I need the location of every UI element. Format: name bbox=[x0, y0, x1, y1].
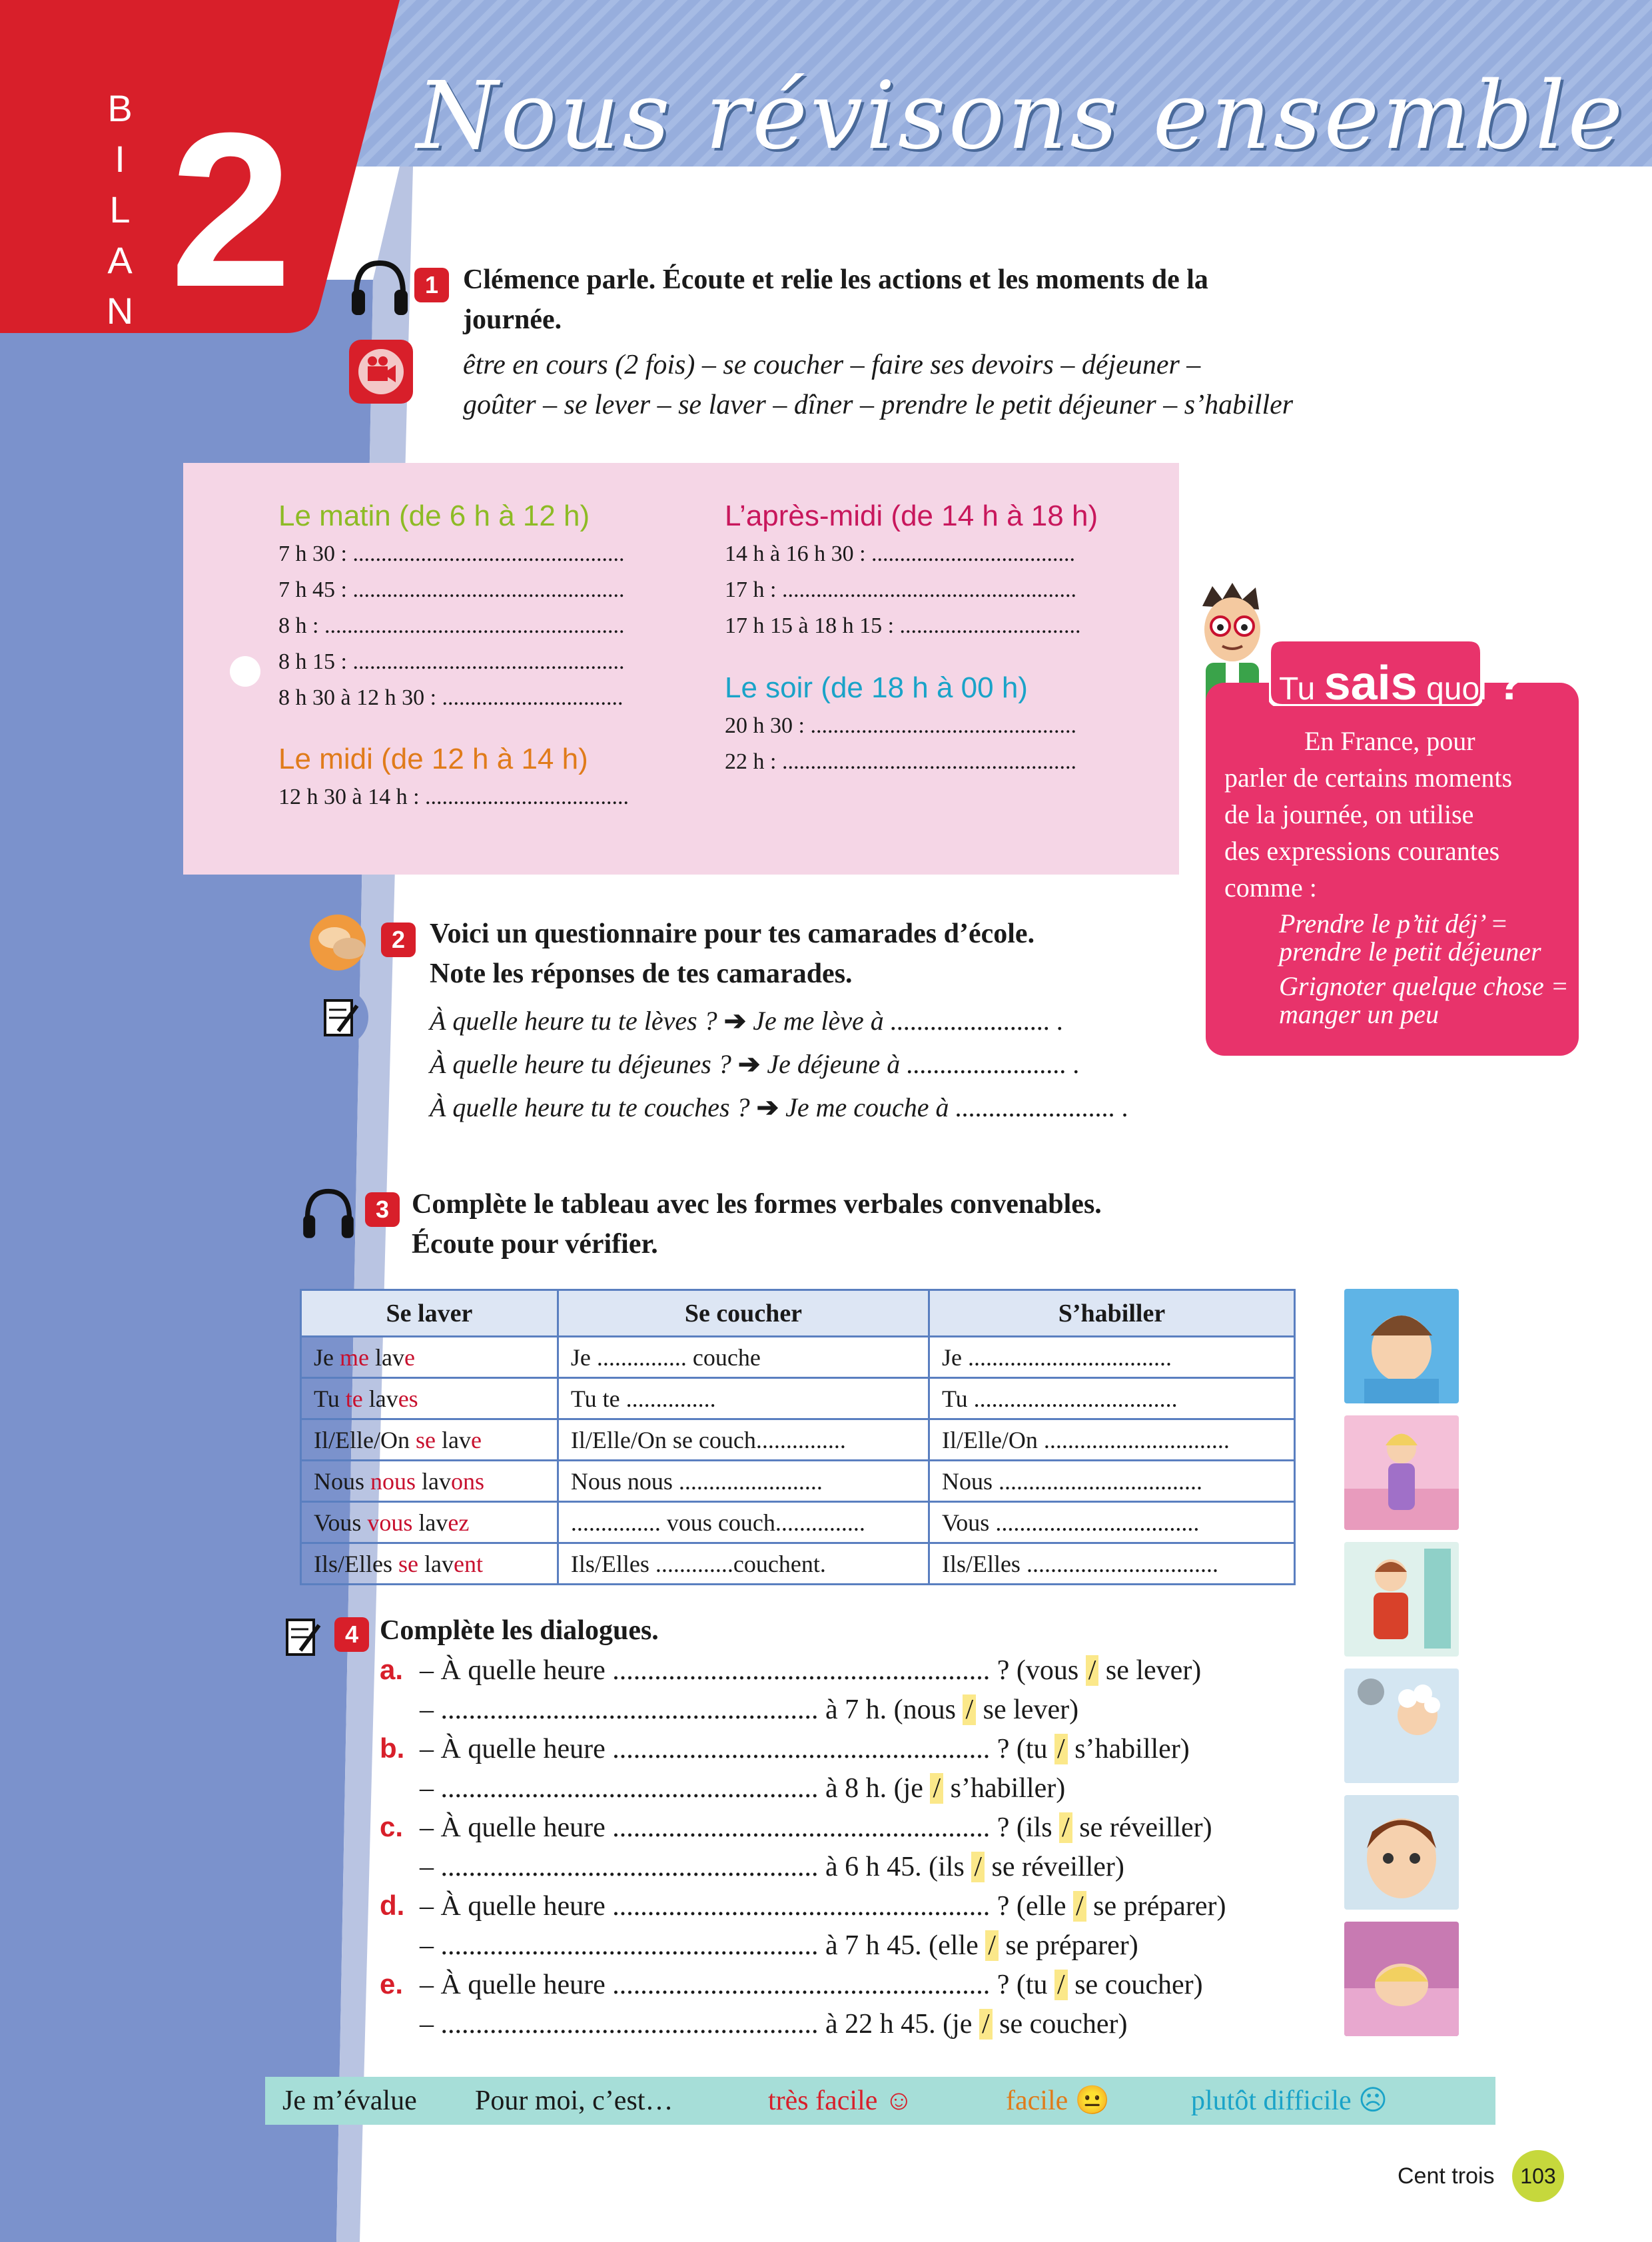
tsq-example-line: prendre le petit déjeuner bbox=[1279, 936, 1541, 966]
dialogue-line bbox=[380, 1729, 1226, 1769]
dialogue-line bbox=[380, 1651, 1226, 1690]
schedule-line: 17 h 15 à 18 h 15 : ................................ bbox=[725, 613, 1081, 638]
answer: Je déjeune à ........................ . bbox=[767, 1049, 1080, 1079]
table-cell[interactable]: Vous .................................. bbox=[929, 1502, 1294, 1543]
dialogue-answer[interactable]: – ...................................................... à 22 h 45. (je bbox=[420, 2008, 973, 2040]
table-cell[interactable]: Tu te ............... bbox=[558, 1378, 929, 1419]
schedule-line: 7 h 45 : ................................................ bbox=[278, 577, 625, 602]
pronoun: Nous bbox=[314, 1467, 371, 1495]
tsq-body bbox=[1224, 723, 1569, 1028]
verb-stem: lav bbox=[362, 1385, 398, 1412]
dialogue-question[interactable]: – À quelle heure ...................................................... ? (ils bbox=[420, 1812, 1052, 1843]
tsq-example-line: Prendre le p’tit déj’ = bbox=[1279, 909, 1508, 938]
bilan-letter: B bbox=[107, 87, 133, 129]
table-row bbox=[301, 1461, 1295, 1502]
table-cell[interactable]: Nous nous ........................ bbox=[558, 1461, 929, 1502]
writing-icon bbox=[270, 1605, 333, 1669]
table-cell bbox=[301, 1337, 558, 1378]
hint: se préparer) bbox=[1093, 1891, 1226, 1922]
dialogue-answer[interactable]: – ...................................................... à 6 h 45. (ils bbox=[420, 1851, 965, 1882]
writing-icon bbox=[308, 986, 371, 1049]
tsq-body-line: des expressions courantes bbox=[1224, 836, 1500, 866]
questionnaire bbox=[430, 999, 1129, 1129]
reflexive-pronoun: te bbox=[345, 1385, 363, 1412]
item-letter: e. bbox=[380, 1968, 404, 2000]
table-cell[interactable]: Il/Elle/On se couch............... bbox=[558, 1419, 929, 1461]
verb-stem: lav bbox=[416, 1467, 452, 1495]
hint: se réveiller) bbox=[1079, 1812, 1212, 1843]
pronoun: Vous bbox=[314, 1509, 368, 1536]
answer: Je me couche à ........................ . bbox=[785, 1092, 1129, 1122]
slash-marker: / bbox=[1086, 1655, 1099, 1686]
tsq-example-line: Grignoter quelque chose = bbox=[1279, 971, 1569, 1001]
tsq-example bbox=[1224, 910, 1569, 966]
verb-stem: lav bbox=[412, 1509, 448, 1536]
dialogue-answer[interactable]: – ...................................................... à 7 h 45. (elle bbox=[420, 1930, 979, 1961]
word-list-line: être en cours (2 fois) – se coucher – faire ses devoirs – déjeuner – bbox=[463, 350, 1201, 380]
slash-marker: / bbox=[930, 1773, 943, 1804]
tsq-body-line: parler de certains moments bbox=[1224, 763, 1513, 793]
verb-ending: e bbox=[404, 1343, 415, 1371]
dialogue-line bbox=[380, 1926, 1226, 1966]
arrow-icon: ➔ bbox=[737, 1049, 761, 1079]
table-cell bbox=[301, 1419, 558, 1461]
self-evaluation-bar bbox=[265, 2077, 1495, 2125]
reflexive-pronoun: se bbox=[415, 1426, 436, 1453]
schedule-line: 12 h 30 à 14 h : .................................... bbox=[278, 785, 629, 809]
table-header-cell: Se coucher bbox=[558, 1290, 929, 1337]
schedule-line: 14 h à 16 h 30 : .................................... bbox=[725, 542, 1076, 566]
dialogue-line bbox=[380, 1965, 1226, 2005]
exercise-number-badge: 2 bbox=[381, 923, 416, 957]
slash-marker: / bbox=[971, 1852, 985, 1882]
dialogue-answer[interactable]: – ...................................................... à 8 h. (je bbox=[420, 1772, 923, 1804]
hint: se coucher) bbox=[999, 2008, 1128, 2040]
hint: se préparer) bbox=[1005, 1930, 1138, 1961]
table-cell[interactable]: ............... vous couch............... bbox=[558, 1502, 929, 1543]
slash-marker: / bbox=[1054, 1970, 1068, 2000]
dialogue-question[interactable]: – À quelle heure ...................................................... ? (elle bbox=[420, 1891, 1066, 1922]
dialogue-question[interactable]: – À quelle heure ...................................................... ? (tu bbox=[420, 1970, 1048, 2000]
reflexive-pronoun: se bbox=[398, 1550, 418, 1577]
schedule-line: 8 h : ..................................................... bbox=[278, 613, 625, 638]
pronoun: Tu bbox=[314, 1385, 346, 1412]
bilan-letter: I bbox=[115, 138, 125, 180]
exercise-4-instruction: Complète les dialogues. bbox=[380, 1615, 659, 1646]
dialogue-line bbox=[380, 1808, 1226, 1848]
exercise-3-instruction bbox=[412, 1184, 1102, 1264]
page-number-badge: 103 bbox=[1512, 2150, 1564, 2202]
dialogue-line bbox=[380, 1690, 1226, 1730]
schedule-line: 7 h 30 : ................................................ bbox=[278, 542, 625, 566]
table-row bbox=[301, 1378, 1295, 1419]
schedule-line: 17 h : .................................................... bbox=[725, 577, 1076, 602]
verb-ending: es bbox=[398, 1385, 418, 1412]
table-cell[interactable]: Il/Elle/On ............................... bbox=[929, 1419, 1294, 1461]
question: À quelle heure tu te lèves ? bbox=[430, 1006, 717, 1036]
evaluation-prompt: Pour moi, c’est… bbox=[475, 2085, 673, 2116]
schedule-line: 8 h 30 à 12 h 30 : ................................ bbox=[278, 685, 623, 710]
dialogue-line bbox=[380, 1848, 1226, 1887]
page-title: Nous révisons ensemble bbox=[416, 62, 1626, 171]
headphones-icon bbox=[298, 1182, 358, 1242]
page-number-text: Cent trois bbox=[1398, 2163, 1495, 2189]
slash-marker: / bbox=[985, 1930, 999, 1961]
tsq-example-line: manger un peu bbox=[1279, 999, 1439, 1029]
dialogue-line bbox=[380, 2005, 1226, 2044]
tu-sais-quoi-title bbox=[1279, 656, 1525, 711]
verb-ending: e bbox=[470, 1426, 482, 1453]
table-row bbox=[301, 1502, 1295, 1543]
bilan-letter: A bbox=[107, 239, 133, 281]
slash-marker: / bbox=[1059, 1812, 1072, 1843]
getting-dressed-illustration bbox=[1344, 1542, 1459, 1657]
dialogue-question[interactable]: – À quelle heure ...................................................... ? (tu bbox=[420, 1734, 1048, 1764]
table-cell[interactable]: Ils/Elles ................................ bbox=[929, 1543, 1294, 1585]
slash-marker: / bbox=[963, 1694, 976, 1725]
rating-difficult[interactable]: plutôt difficile ☹ bbox=[1191, 2085, 1388, 2116]
hint: se réveiller) bbox=[991, 1851, 1124, 1882]
bilan-number: 2 bbox=[170, 87, 292, 332]
instruction-line: Clémence parle. Écoute et relie les actions et les moments de la bbox=[463, 264, 1208, 295]
pronoun: Je bbox=[314, 1343, 340, 1371]
verb-stem: lav bbox=[368, 1343, 404, 1371]
table-row bbox=[301, 1543, 1295, 1585]
conjugation-table bbox=[300, 1289, 1296, 1585]
bullet-dot bbox=[230, 656, 260, 687]
table-row bbox=[301, 1337, 1295, 1378]
table-header-cell: S’habiller bbox=[929, 1290, 1294, 1337]
question-row bbox=[430, 1086, 1129, 1129]
question-row bbox=[430, 1042, 1129, 1086]
soir-title: Le soir (de 18 h à 00 h) bbox=[725, 671, 1028, 704]
hint: se coucher) bbox=[1074, 1970, 1203, 2000]
pronoun: Il/Elle/On bbox=[314, 1426, 416, 1453]
dialogue-answer[interactable]: – ...................................................... à 7 h. (nous bbox=[420, 1694, 956, 1725]
hint: se lever) bbox=[983, 1694, 1079, 1725]
answer: Je me lève à ........................ . bbox=[753, 1006, 1064, 1036]
table-cell[interactable]: Je .................................. bbox=[929, 1337, 1294, 1378]
video-icon bbox=[348, 338, 414, 405]
exercise-number-badge: 3 bbox=[365, 1192, 400, 1227]
boy-thinking-illustration bbox=[1344, 1795, 1459, 1910]
matin-section bbox=[278, 496, 624, 716]
schedule-line: 22 h : .................................................... bbox=[725, 749, 1076, 774]
hint: se lever) bbox=[1105, 1655, 1202, 1686]
table-cell bbox=[301, 1461, 558, 1502]
tsq-body-line: En France, pour bbox=[1304, 726, 1475, 756]
question-row bbox=[430, 999, 1129, 1042]
exercise-2-instruction bbox=[430, 914, 1034, 994]
tsq-question-mark: ? bbox=[1495, 657, 1525, 710]
table-cell[interactable]: Ils/Elles .............couchent. bbox=[558, 1543, 929, 1585]
verb-ending: ez bbox=[448, 1509, 470, 1536]
tsq-example bbox=[1224, 972, 1569, 1028]
table-cell bbox=[301, 1378, 558, 1419]
midi-section bbox=[278, 739, 629, 815]
dialogue-question[interactable]: – À quelle heure ...................................................... ? (vous bbox=[420, 1655, 1079, 1686]
verb-ending: ent bbox=[453, 1550, 483, 1577]
reflexive-pronoun: vous bbox=[367, 1509, 413, 1536]
table-cell bbox=[301, 1543, 558, 1585]
midi-title: Le midi (de 12 h à 14 h) bbox=[278, 743, 588, 775]
matin-title: Le matin (de 6 h à 12 h) bbox=[278, 500, 590, 532]
discussion-icon bbox=[308, 913, 381, 972]
bilan-letter: N bbox=[106, 290, 134, 332]
dialogues bbox=[380, 1651, 1226, 2044]
verb-ending: ons bbox=[451, 1467, 485, 1495]
verb-stem: lav bbox=[435, 1426, 471, 1453]
hint: s’habiller) bbox=[1074, 1734, 1190, 1764]
table-cell[interactable]: Nous .................................. bbox=[929, 1461, 1294, 1502]
bilan-vertical-label bbox=[97, 83, 143, 336]
slash-marker: / bbox=[1054, 1734, 1068, 1764]
reflexive-pronoun: me bbox=[340, 1343, 369, 1371]
item-letter: d. bbox=[380, 1890, 405, 1921]
dialogue-line bbox=[380, 1886, 1226, 1926]
tsq-word: quoi bbox=[1426, 671, 1487, 707]
apresmidi-title: L’après-midi (de 14 h à 18 h) bbox=[725, 500, 1098, 532]
sleeping-illustration bbox=[1344, 1922, 1459, 2036]
instruction-line: Écoute pour vérifier. bbox=[412, 1229, 658, 1260]
dressing-illustration bbox=[1344, 1415, 1459, 1530]
table-header-cell: Se laver bbox=[301, 1290, 558, 1337]
question: À quelle heure tu te couches ? bbox=[430, 1092, 750, 1122]
instruction-line: Complète le tableau avec les formes verbales convenables. bbox=[412, 1189, 1102, 1220]
shower-illustration bbox=[1344, 1669, 1459, 1783]
word-list-line: goûter – se lever – se laver – dîner – prendre le petit déjeuner – s’habiller bbox=[463, 390, 1294, 420]
schedule-line: 20 h 30 : ............................................... bbox=[725, 713, 1076, 738]
tsq-body-line: de la journée, on utilise bbox=[1224, 799, 1474, 829]
bilan-letter: L bbox=[109, 188, 131, 230]
item-letter: a. bbox=[380, 1654, 404, 1685]
instruction-line: Voici un questionnaire pour tes camarades d’école. bbox=[430, 919, 1035, 949]
waking-up-illustration bbox=[1344, 1289, 1459, 1403]
hint: s’habiller) bbox=[950, 1772, 1066, 1804]
tsq-word-big: sais bbox=[1324, 657, 1418, 710]
soir-section bbox=[725, 668, 1076, 780]
instruction-line: Note les réponses de tes camarades. bbox=[430, 958, 853, 989]
reflexive-pronoun: nous bbox=[370, 1467, 416, 1495]
evaluation-label: Je m’évalue bbox=[282, 2085, 417, 2116]
schedule-line: 8 h 15 : ................................................ bbox=[278, 649, 625, 674]
arrow-icon: ➔ bbox=[723, 1006, 747, 1036]
tsq-body-line: comme : bbox=[1224, 873, 1317, 903]
item-letter: b. bbox=[380, 1732, 405, 1764]
instruction-line: journée. bbox=[463, 304, 562, 335]
item-letter: c. bbox=[380, 1811, 404, 1842]
dialogue-line bbox=[380, 1769, 1226, 1808]
table-header-row bbox=[301, 1290, 1295, 1337]
exercise-number-badge: 1 bbox=[414, 268, 449, 302]
question: À quelle heure tu déjeunes ? bbox=[430, 1049, 731, 1079]
rating-very-easy[interactable]: très facile ☺ bbox=[768, 2085, 913, 2116]
exercise-1-instruction bbox=[463, 260, 1208, 340]
headphones-icon bbox=[346, 253, 413, 320]
apresmidi-section bbox=[725, 496, 1098, 644]
rating-easy[interactable]: facile 😐 bbox=[1006, 2085, 1110, 2116]
table-cell bbox=[301, 1502, 558, 1543]
table-cell[interactable]: Tu .................................. bbox=[929, 1378, 1294, 1419]
table-cell[interactable]: Je ............... couche bbox=[558, 1337, 929, 1378]
slash-marker: / bbox=[1073, 1891, 1086, 1922]
table-row bbox=[301, 1419, 1295, 1461]
tsq-word: Tu bbox=[1279, 671, 1316, 707]
pronoun: Ils/Elles bbox=[314, 1550, 398, 1577]
verb-stem: lav bbox=[418, 1550, 454, 1577]
slash-marker: / bbox=[979, 2009, 993, 2040]
exercise-1-word-list bbox=[463, 345, 1293, 425]
exercise-number-badge: 4 bbox=[334, 1617, 369, 1652]
arrow-icon: ➔ bbox=[756, 1092, 779, 1122]
